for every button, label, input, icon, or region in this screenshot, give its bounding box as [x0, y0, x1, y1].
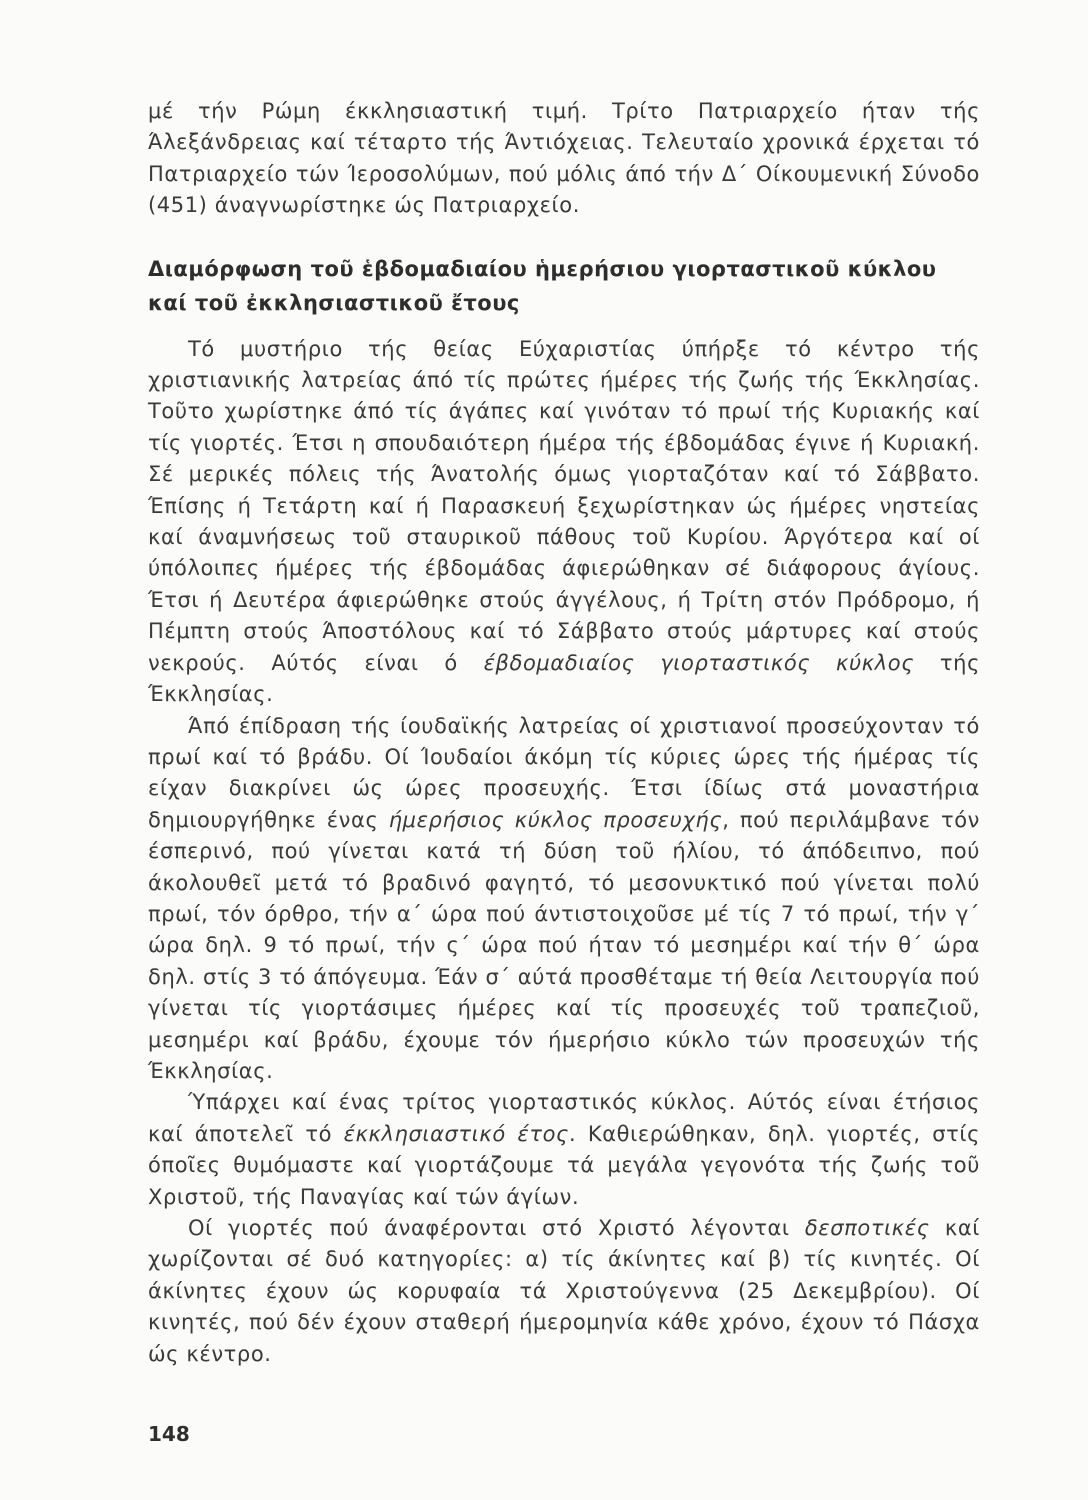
paragraph-text: , πού περιλάμβανε τόν έσπερινό, πού γίνεται κατά τή δύση τοῦ ήλίου, τό άπόδειπνο, πού άκολουθεῖ μετά τό βραδινό φαγητό, τό μεσονυκτικό πού γίνεται πολύ πρωί, τόν όρθρο, τήν α΄ ώρα πού άντιστοιχοῦσε μέ τίς 7 τό πρωί, τήν γ΄ ώρα δηλ. 9 τό πρωί, τήν ς΄ ώρα πού ήταν τό μεσημέρι καί τήν θ΄ ώρα δηλ. στίς 3 τό άπόγευμα. Έάν σ΄ αύτά προσθέταμε τή θεία Λειτουργία πού γίνεται τίς γιορτάσιμες ήμέρες καί τίς προσευχές τοῦ τραπεζιοῦ, μεσημέρι καί βράδυ, έχουμε τόν ήμερήσιο κύκλο τών προσευχών τής Έκκλησίας.: [148, 807, 980, 1083]
intro-paragraph: μέ τήν Ρώμη έκκλησιαστική τιμή. Τρίτο Πατριαρχείο ήταν τής Άλεξάνδρειας καί τέταρτο τής Άντιόχειας. Τελευταίο χρονικά έρχεται τό Πατριαρχείο τών Ίεροσολύμων, πού μόλις άπό τήν Δ΄ Οίκουμενική Σύνοδο (451) άναγνωρίστηκε ώς Πατριαρχείο.: [148, 99, 980, 218]
paragraph-text: Ύπάρχει καί ένας τρίτος γιορταστικός κύκλος. Αύτός είναι έτήσιος καί άποτελεῖ τό: [148, 1090, 980, 1146]
emphasis-term: έκκλησιαστικό έτος: [343, 1121, 569, 1146]
paragraph-weekly-cycle: [148, 334, 980, 711]
paragraph-yearly-cycle: [148, 1087, 980, 1213]
paragraph-text: καί χωρίζονται σέ δυό κατηγορίες: α) τίς άκίνητες καί β) τίς κινητές. Οί άκίνητες έχουν ώς κορυφαία τά Χριστούγεννα (25 Δεκεμβρίου). Οί κινητές, πού δέν έχουν σταθερή ήμερομηνία κάθε χρόνο, έχουν τό Πάσχα ώς κέντρο.: [148, 1216, 980, 1366]
paragraph-text: . Καθιερώθηκαν, δηλ. γιορτές, στίς όποῖες θυμόμαστε καί γιορτάζουμε τά μεγάλα γεγονότα τής ζωής τοῦ Χριστοῦ, τής Παναγίας καί τών άγίων.: [148, 1121, 981, 1209]
emphasis-term: ήμερήσιος κύκλος προσευχής: [388, 807, 723, 832]
paragraph-text: τής Έκκλησίας.: [148, 650, 981, 707]
section-heading: Διαμόρφωση τοῦ ἑβδομαδιαίου ἡμερήσιου γιορταστικοῦ κύκλου καί τοῦ ἐκκλησιαστικοῦ ἔτους: [148, 256, 937, 315]
paragraph-daily-cycle: [148, 711, 980, 1088]
paragraph-text: Τό μυστήριο τής θείας Εύχαριστίας ύπήρξε τό κέντρο τής χριστιανικής λατρείας άπό τίς πρώτες ήμέρες τής ζωής τής Έκκλησίας. Τοῦτο χωρίστηκε άπό τίς άγάπες καί γινόταν τό πρωί τής Κυριακής καί τίς γιορτές. Έτσι η σπουδαιότερη ήμέρα τής έβδομάδας έγινε ή Κυριακή. Σέ μερικές πόλεις τής Άνατολής όμως γιορταζόταν καί τό Σάββατο. Έπίσης ή Τετάρτη καί ή Παρασκευή ξεχωρίστηκαν ώς ήμέρες νηστείας καί άναμνήσεως τοῦ σταυρικοῦ πάθους τοῦ Κυρίου. Άργότερα καί οί ύπόλοιπες ήμέρες τής έβδομάδας άφιερώθηκαν σέ διάφορους άγίους. Έτσι ή Δευτέρα άφιερώθηκε στούς άγγέλους, ή Τρίτη στόν Πρόδρομο, ή Πέμπτη στούς Άποστόλους καί τό Σάββατο στούς μάρτυρες καί στούς νεκρούς. Αύτός είναι ό: [148, 336, 980, 675]
paragraph-feasts: [148, 1213, 980, 1370]
page-number: 148: [148, 1422, 190, 1446]
paragraph-text: Οί γιορτές πού άναφέρονται στό Χριστό λέγονται: [188, 1216, 805, 1240]
emphasis-term: έβδομαδιαίος γιορταστικός κύκλος: [483, 650, 915, 675]
paragraph-text: Άπό έπίδραση τής ίουδαϊκής λατρείας οί χριστιανοί προσεύχονταν τό πρωί καί τό βράδυ. Οί Ίουδαίοι άκόμη τίς κύριες ώρες τής ήμέρας τίς είχαν διακρίνει ώς ώρες προσευχής. Έτσι ίδίως στά μοναστήρια δημιουργήθηκε ένας: [148, 713, 980, 832]
page-body: [148, 96, 980, 1370]
emphasis-term: δεσποτικές: [804, 1216, 930, 1240]
